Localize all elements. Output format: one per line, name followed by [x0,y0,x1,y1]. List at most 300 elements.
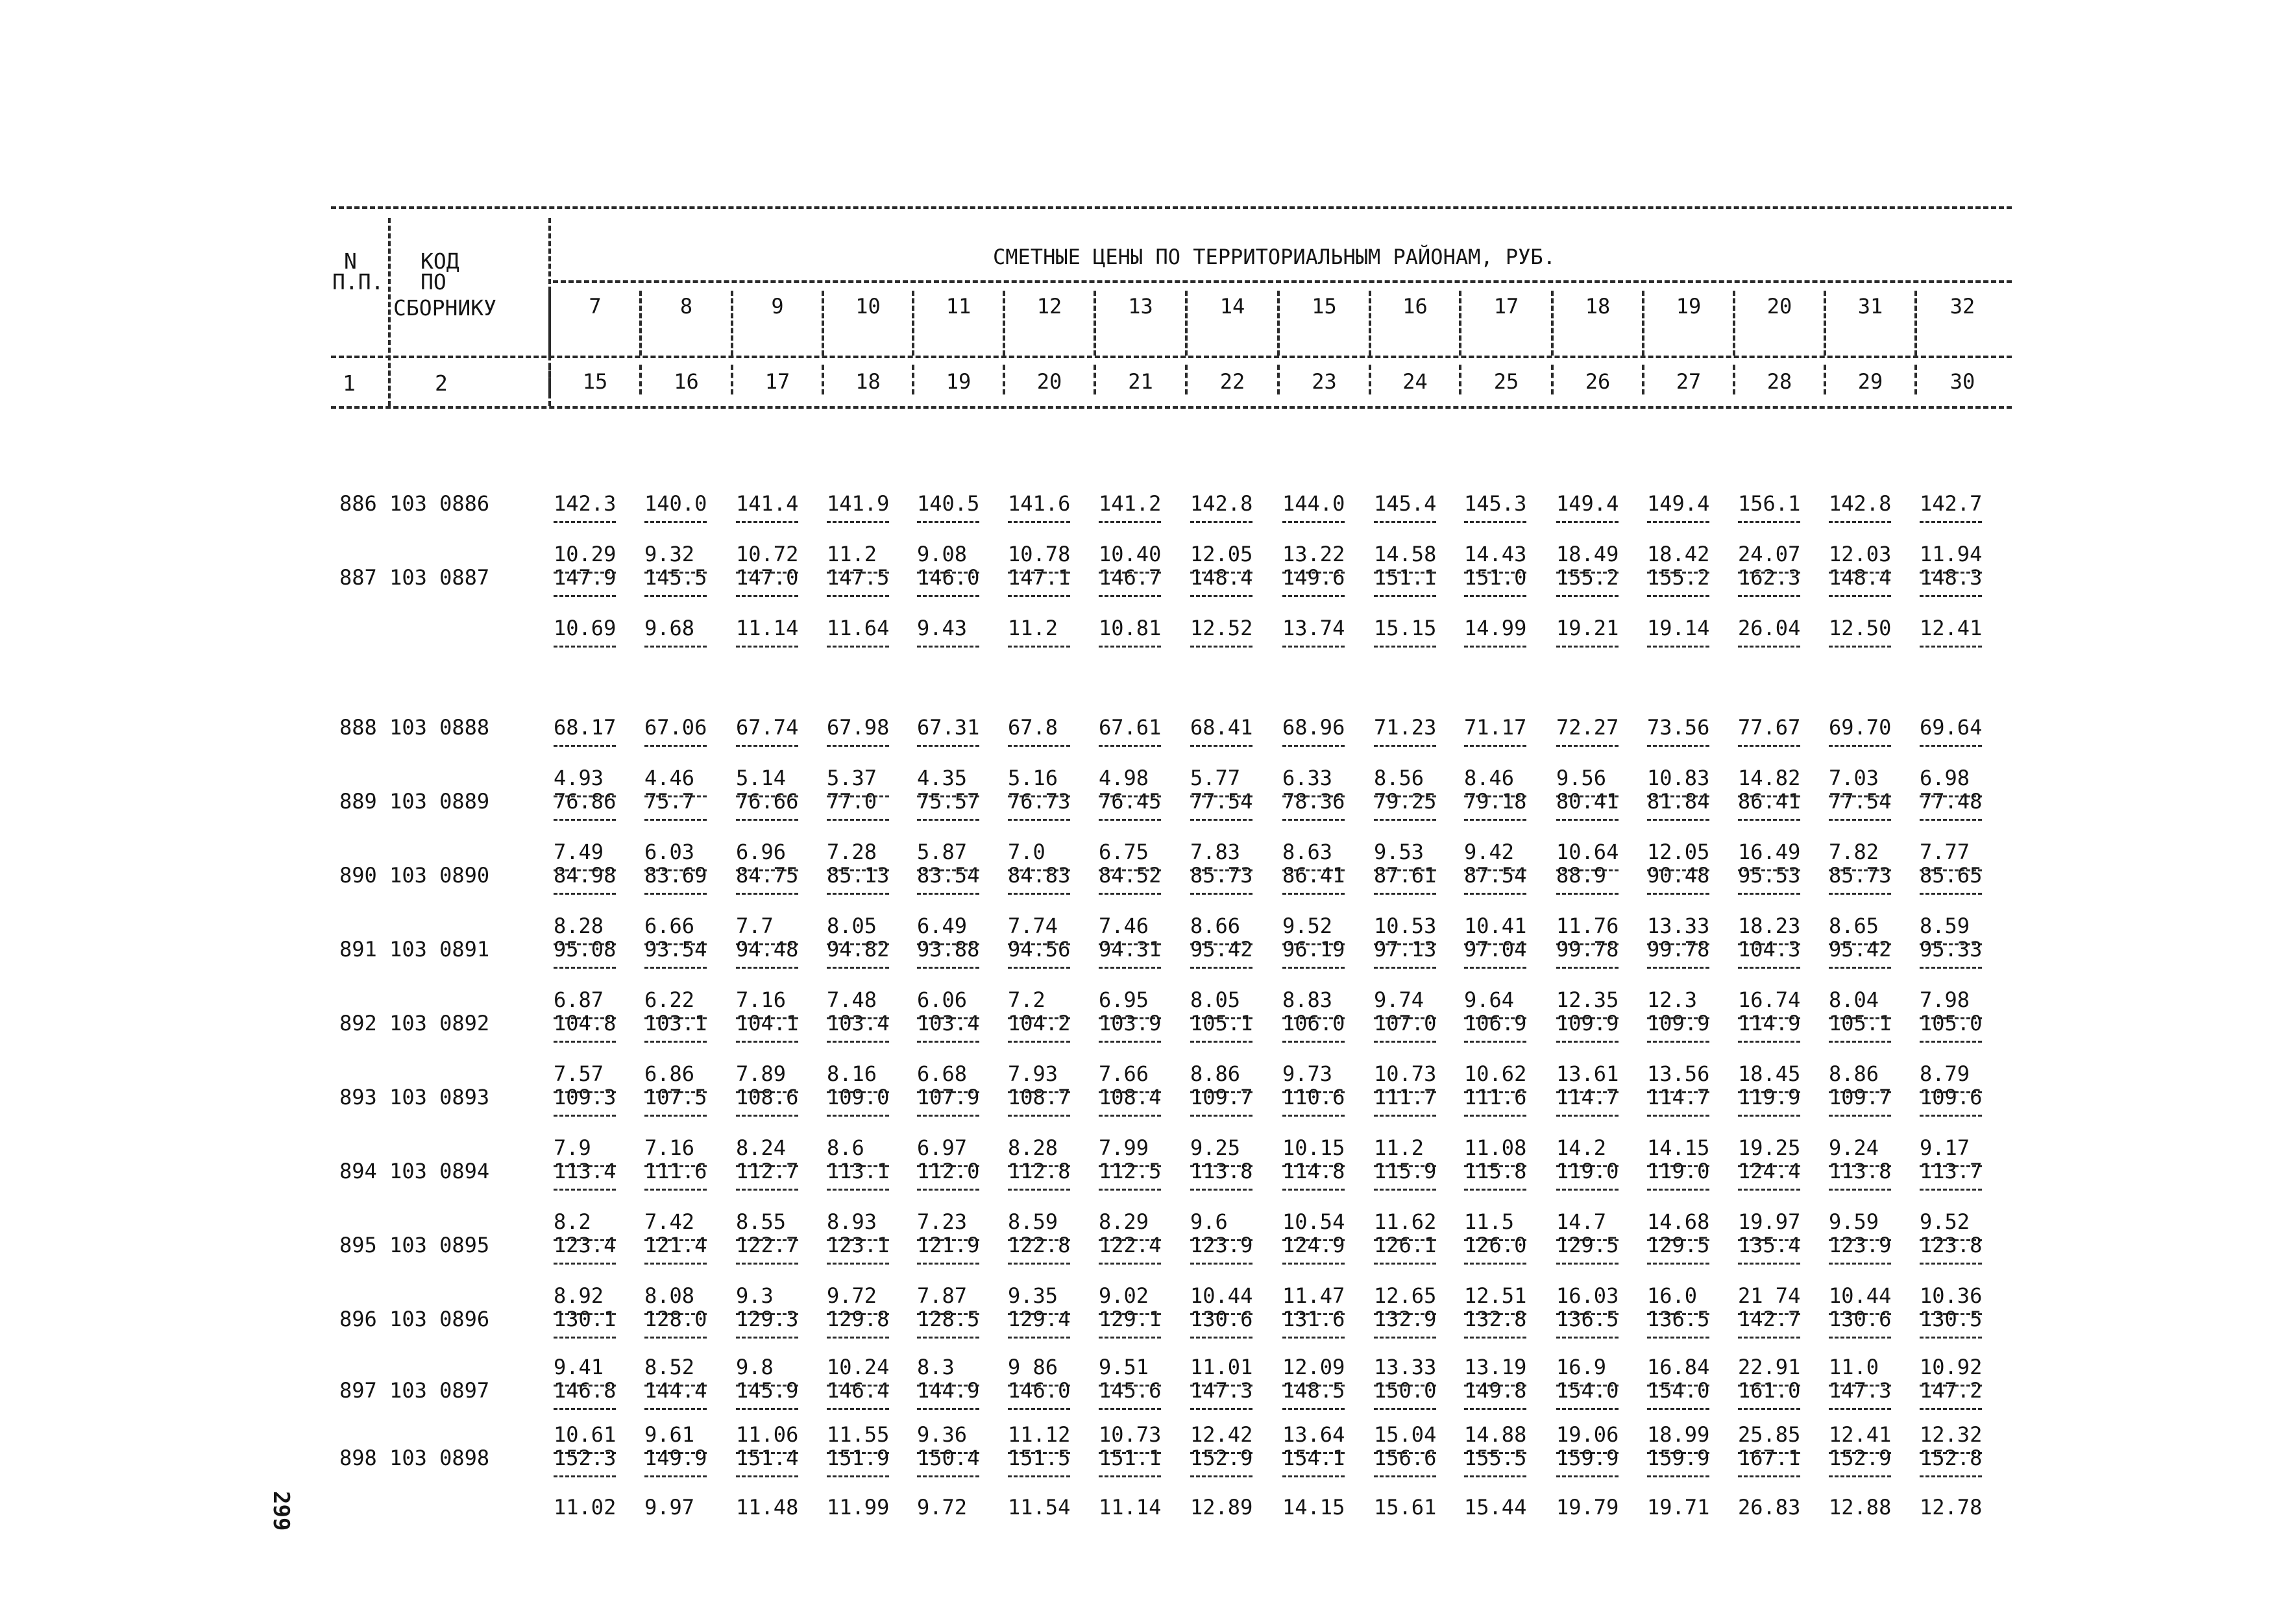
fraction-bar [554,1115,616,1117]
column-number: 25 [1493,369,1519,394]
column-number: 28 [1766,369,1792,394]
price-cell: 131.6 [1282,1307,1345,1331]
fraction-bar [1464,1475,1526,1477]
header-bottom-rule [331,406,2012,409]
fraction-bar [1008,1337,1070,1339]
column-divider [639,291,642,356]
fraction-bar [644,893,707,895]
price-cell: 9.52 [1920,1209,1970,1234]
price-cell: 9.52 [1282,914,1333,938]
price-cell: 13.56 [1647,1061,1710,1086]
price-cell: 95.33 [1920,937,1983,962]
price-cell: 67.98 [827,715,890,740]
price-cell: 83.54 [917,863,980,888]
price-cell: 9.59 [1829,1209,1879,1234]
price-cell: 67.06 [644,715,707,740]
price-cell: 5.37 [827,766,877,790]
price-cell: 10.64 [1556,840,1619,864]
header-mid-rule [331,356,2012,358]
price-cell: 11.2 [1008,616,1058,640]
fraction-bar [1647,819,1709,821]
price-cell: 144.0 [1282,491,1345,516]
price-cell: 94.48 [736,937,799,962]
fraction-bar [1647,1189,1709,1191]
price-cell: 96.19 [1282,937,1345,962]
price-cell: 5.77 [1190,766,1241,790]
fraction-bar [1374,1475,1436,1477]
price-cell: 7.57 [554,1061,604,1086]
fraction-bar [1374,521,1436,523]
price-cell: 85.13 [827,863,890,888]
district-number: 13 [1128,294,1153,319]
price-cell: 113.4 [554,1159,617,1183]
price-cell: 13.19 [1464,1355,1527,1379]
price-cell: 9.42 [1464,840,1515,864]
price-cell: 130.1 [554,1307,617,1331]
price-cell: 6.98 [1920,766,1970,790]
price-cell: 11.47 [1282,1283,1345,1308]
price-cell: 95.42 [1829,937,1892,962]
column-number: 23 [1312,369,1337,394]
price-cell: 93.88 [917,937,980,962]
price-cell: 150.0 [1374,1378,1437,1403]
row-code: 888 103 0888 [339,715,490,740]
fraction-bar [1647,646,1709,648]
price-cell: 146.0 [917,565,980,590]
price-cell: 77.0 [827,789,877,814]
price-cell: 8.59 [1920,914,1970,938]
price-cell: 13.61 [1556,1061,1619,1086]
price-cell: 14.82 [1738,766,1801,790]
column-number: 18 [855,369,881,394]
fraction-bar [827,1041,889,1043]
row-code: 894 103 0894 [339,1159,490,1183]
price-cell: 9.68 [644,616,695,640]
fraction-bar [554,1408,616,1410]
price-cell: 6.03 [644,840,695,864]
header-subrule [553,280,2012,283]
column-divider [731,365,733,394]
price-cell: 9.02 [1099,1283,1149,1308]
price-cell: 71.23 [1374,715,1437,740]
fraction-bar [1738,1189,1800,1191]
price-cell: 8.2 [554,1209,591,1234]
price-cell: 9.51 [1099,1355,1149,1379]
fraction-bar [1099,595,1161,597]
price-cell: 130.6 [1829,1307,1892,1331]
column-divider [822,365,824,394]
price-cell: 12.32 [1920,1422,1983,1447]
fraction-bar [1008,893,1070,895]
fraction-bar [644,1337,707,1339]
price-cell: 109.7 [1829,1085,1892,1109]
price-cell: 114.7 [1647,1085,1710,1109]
column-divider [1185,291,1188,356]
column-divider [1094,291,1096,356]
price-cell: 152.3 [554,1446,617,1470]
fraction-bar [1190,819,1252,821]
fraction-bar [554,1263,616,1265]
price-cell: 108.4 [1099,1085,1162,1109]
price-cell: 9.3 [736,1283,774,1308]
price-cell: 104.3 [1738,937,1801,962]
price-cell: 6.06 [917,988,968,1012]
fraction-bar [1647,1475,1709,1477]
fraction-bar [1464,745,1526,747]
price-cell: 19.97 [1738,1209,1801,1234]
fraction-bar [1464,1263,1526,1265]
price-cell: 67.8 [1008,715,1058,740]
price-cell: 8.28 [1008,1135,1058,1160]
price-cell: 7.03 [1829,766,1879,790]
row-code: 886 103 0886 [339,491,490,516]
price-cell: 129.8 [827,1307,890,1331]
fraction-bar [736,1475,798,1477]
price-cell: 15.15 [1374,616,1437,640]
price-cell: 88.9 [1556,863,1607,888]
price-cell: 10.72 [736,542,799,566]
price-cell: 14.15 [1647,1135,1710,1160]
price-cell: 14.43 [1464,542,1527,566]
price-cell: 12.65 [1374,1283,1437,1308]
price-cell: 13.22 [1282,542,1345,566]
price-cell: 112.7 [736,1159,799,1183]
price-cell: 14.15 [1282,1495,1345,1520]
price-cell: 142.7 [1738,1307,1801,1331]
price-cell: 76.66 [736,789,799,814]
price-cell: 11.08 [1464,1135,1527,1160]
price-cell: 151.0 [1464,565,1527,590]
price-cell: 6.49 [917,914,968,938]
price-cell: 11.2 [1374,1135,1424,1160]
price-cell: 147.3 [1829,1378,1892,1403]
price-cell: 8.55 [736,1209,787,1234]
price-cell: 113.8 [1829,1159,1892,1183]
price-cell: 10.54 [1282,1209,1345,1234]
fraction-bar [1190,1408,1252,1410]
fraction-bar [1829,1337,1891,1339]
price-cell: 5.14 [736,766,787,790]
fraction-bar [1008,1475,1070,1477]
price-cell: 15.04 [1374,1422,1437,1447]
price-cell: 11.02 [554,1495,617,1520]
price-cell: 146.7 [1099,565,1162,590]
fraction-bar [1464,595,1526,597]
fraction-bar [1556,1408,1619,1410]
price-cell: 8.24 [736,1135,787,1160]
price-cell: 149.8 [1464,1378,1527,1403]
fraction-bar [1282,1263,1345,1265]
price-cell: 8.46 [1464,766,1515,790]
price-cell: 144.9 [917,1378,980,1403]
price-cell: 126.0 [1464,1233,1527,1257]
price-cell: 108.6 [736,1085,799,1109]
fraction-bar [1374,967,1436,969]
price-cell: 83.69 [644,863,707,888]
price-cell: 10.73 [1374,1061,1437,1086]
row-code: 891 103 0891 [339,937,490,962]
price-cell: 8.52 [644,1355,695,1379]
fraction-bar [1829,1041,1891,1043]
price-cell: 121.4 [644,1233,707,1257]
fraction-bar [736,521,798,523]
price-cell: 111.6 [644,1159,707,1183]
price-cell: 12.41 [1920,616,1983,640]
row-code: 892 103 0892 [339,1011,490,1036]
fraction-bar [1008,521,1070,523]
column-divider [548,291,551,356]
price-cell: 19.71 [1647,1495,1710,1520]
price-cell: 7.16 [644,1135,695,1160]
fraction-bar [917,893,979,895]
fraction-bar [917,1337,979,1339]
price-cell: 9.73 [1282,1061,1333,1086]
fraction-bar [1190,1337,1252,1339]
price-cell: 12.09 [1282,1355,1345,1379]
column-number: 26 [1585,369,1611,394]
price-cell: 147.3 [1190,1378,1253,1403]
price-cell: 10.83 [1647,766,1710,790]
price-cell: 9.43 [917,616,968,640]
column-divider [1551,291,1554,356]
price-cell: 8.63 [1282,840,1333,864]
price-cell: 24.07 [1738,542,1801,566]
column-divider [1369,365,1371,394]
price-cell: 9.53 [1374,840,1424,864]
price-cell: 135.4 [1738,1233,1801,1257]
price-cell: 84.98 [554,863,617,888]
price-cell: 86.41 [1282,863,1345,888]
fraction-bar [1008,1263,1070,1265]
price-cell: 77.54 [1190,789,1253,814]
price-cell: 151.1 [1099,1446,1162,1470]
price-cell: 84.75 [736,863,799,888]
fraction-bar [1829,1115,1891,1117]
price-cell: 11.06 [736,1422,799,1447]
column-divider [1551,365,1554,394]
price-cell: 10.36 [1920,1283,1983,1308]
price-cell: 11.14 [736,616,799,640]
fraction-bar [736,1115,798,1117]
price-cell: 142.8 [1190,491,1253,516]
price-cell: 19.21 [1556,616,1619,640]
fraction-bar [554,1475,616,1477]
fraction-bar [736,1263,798,1265]
price-cell: 146.4 [827,1378,890,1403]
price-cell: 9.61 [644,1422,695,1447]
fraction-bar [554,1337,616,1339]
column-divider [912,365,914,394]
price-cell: 6.33 [1282,766,1333,790]
price-cell: 6.95 [1099,988,1149,1012]
price-cell: 7.42 [644,1209,695,1234]
price-cell: 14.88 [1464,1422,1527,1447]
price-cell: 93.54 [644,937,707,962]
price-cell: 7.16 [736,988,787,1012]
fraction-bar [1556,1189,1619,1191]
fraction-bar [917,595,979,597]
price-cell: 10.69 [554,616,617,640]
fraction-bar [1190,745,1252,747]
price-cell: 126.1 [1374,1233,1437,1257]
fraction-bar [1556,893,1619,895]
district-number: 7 [589,294,602,319]
price-cell: 103.4 [827,1011,890,1036]
price-cell: 76.73 [1008,789,1071,814]
price-cell: 113.8 [1190,1159,1253,1183]
price-cell: 68.41 [1190,715,1253,740]
fraction-bar [1920,1115,1982,1117]
price-cell: 97.13 [1374,937,1437,962]
price-cell: 9.24 [1829,1135,1879,1160]
fraction-bar [917,1189,979,1191]
price-cell: 76.45 [1099,789,1162,814]
fraction-bar [827,893,889,895]
fraction-bar [1374,1263,1436,1265]
price-cell: 121.9 [917,1233,980,1257]
price-cell: 75.57 [917,789,980,814]
column-divider [1003,365,1005,394]
fraction-bar [1099,1475,1161,1477]
fraction-bar [644,819,707,821]
price-cell: 113.1 [827,1159,890,1183]
price-cell: 124.9 [1282,1233,1345,1257]
price-cell: 94.31 [1099,937,1162,962]
district-number: 8 [679,294,693,319]
price-cell: 151.9 [827,1446,890,1470]
price-cell: 104.8 [554,1011,617,1036]
price-cell: 156.6 [1374,1446,1437,1470]
fraction-bar [1920,819,1982,821]
price-cell: 84.52 [1099,863,1162,888]
price-cell: 6.97 [917,1135,968,1160]
fraction-bar [644,646,707,648]
price-cell: 111.7 [1374,1085,1437,1109]
price-cell: 87.54 [1464,863,1527,888]
fraction-bar [1282,967,1345,969]
price-cell: 9.08 [917,542,968,566]
price-cell: 9.72 [917,1495,968,1520]
price-cell: 151.5 [1008,1446,1071,1470]
price-cell: 9.36 [917,1422,968,1447]
column-divider [912,291,914,356]
price-cell: 106.9 [1464,1011,1527,1036]
fraction-bar [1738,819,1800,821]
district-number: 31 [1857,294,1883,319]
price-cell: 6.96 [736,840,787,864]
price-cell: 71.17 [1464,715,1527,740]
column-number: 27 [1676,369,1702,394]
fraction-bar [1282,1337,1345,1339]
price-cell: 9.8 [736,1355,774,1379]
price-cell: 8.29 [1099,1209,1149,1234]
price-cell: 146.0 [1008,1378,1071,1403]
price-cell: 4.98 [1099,766,1149,790]
fraction-bar [917,521,979,523]
fraction-bar [1282,1475,1345,1477]
price-cell: 11.2 [827,542,877,566]
fraction-bar [1008,1041,1070,1043]
top-rule [331,206,2012,209]
price-cell: 7.77 [1920,840,1970,864]
fraction-bar [1190,595,1252,597]
fraction-bar [736,745,798,747]
price-cell: 21 74 [1738,1283,1801,1308]
price-cell: 99.78 [1556,937,1619,962]
fraction-bar [1738,1041,1800,1043]
price-cell: 114.7 [1556,1085,1619,1109]
price-cell: 85.73 [1190,863,1253,888]
column-number: 20 [1036,369,1062,394]
column-number: 30 [1949,369,1975,394]
price-cell: 19.25 [1738,1135,1801,1160]
fraction-bar [1464,1115,1526,1117]
fraction-bar [827,646,889,648]
price-cell: 136.5 [1647,1307,1710,1331]
price-cell: 5.16 [1008,766,1058,790]
fraction-bar [1920,1189,1982,1191]
price-cell: 6.86 [644,1061,695,1086]
fraction-bar [1190,967,1252,969]
price-cell: 72.27 [1556,715,1619,740]
price-cell: 142.8 [1829,491,1892,516]
fraction-bar [827,819,889,821]
price-cell: 103.9 [1099,1011,1162,1036]
price-cell: 123.9 [1829,1233,1892,1257]
price-cell: 13.33 [1374,1355,1437,1379]
column-divider [1094,365,1096,394]
price-cell: 84.83 [1008,863,1071,888]
fraction-bar [1920,646,1982,648]
fraction-bar [1464,1337,1526,1339]
price-cell: 104.1 [736,1011,799,1036]
price-cell: 147.1 [1008,565,1071,590]
price-cell: 15.61 [1374,1495,1437,1520]
fraction-bar [1282,745,1345,747]
fraction-bar [644,1408,707,1410]
price-cell: 67.61 [1099,715,1162,740]
price-cell: 110.6 [1282,1085,1345,1109]
price-cell: 109.6 [1920,1085,1983,1109]
fraction-bar [1282,1115,1345,1117]
fraction-bar [1099,1189,1161,1191]
fraction-bar [1464,1041,1526,1043]
fraction-bar [644,967,707,969]
price-cell: 12.41 [1829,1422,1892,1447]
price-cell: 147.9 [554,565,617,590]
price-cell: 103.4 [917,1011,980,1036]
district-number: 19 [1676,294,1702,319]
fraction-bar [917,745,979,747]
price-cell: 10.73 [1099,1422,1162,1447]
fraction-bar [1190,1189,1252,1191]
price-cell: 11.62 [1374,1209,1437,1234]
district-number: 11 [946,294,971,319]
district-number: 16 [1402,294,1428,319]
price-cell: 26.04 [1738,616,1801,640]
price-cell: 14.2 [1556,1135,1607,1160]
price-cell: 11.48 [736,1495,799,1520]
row-code: 895 103 0895 [339,1233,490,1257]
fraction-bar [554,819,616,821]
code-label: КОД [421,248,459,274]
fraction-bar [1738,1337,1800,1339]
price-cell: 7.66 [1099,1061,1149,1086]
price-cell: 8.59 [1008,1209,1058,1234]
price-cell: 105.0 [1920,1011,1983,1036]
price-cell: 9.72 [827,1283,877,1308]
price-cell: 86.41 [1738,789,1801,814]
